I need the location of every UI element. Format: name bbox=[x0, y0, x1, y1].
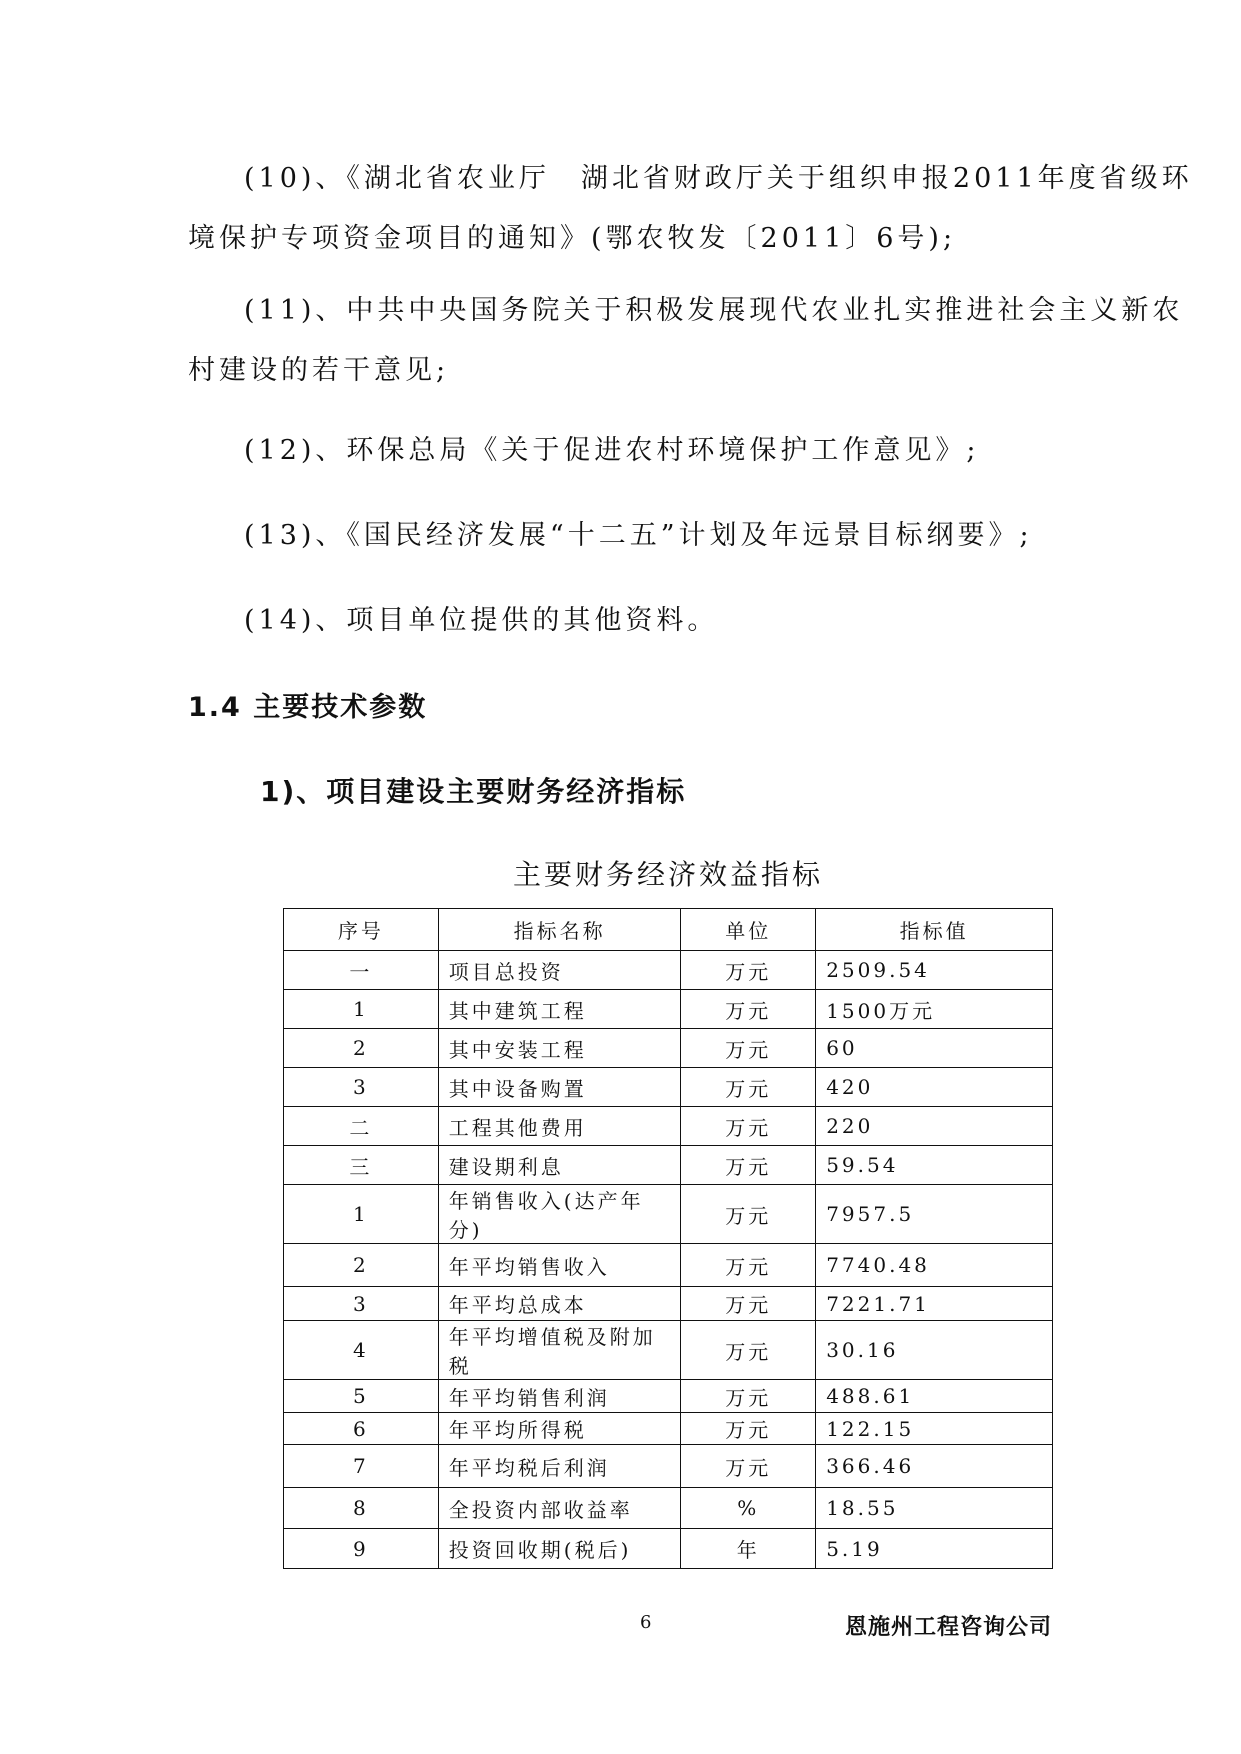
reference-item-12-line1: (12)、环保总局《关于促进农村环境保护工作意见》; bbox=[244, 435, 980, 466]
cell-indicator-name: 工程其他费用 bbox=[438, 1107, 681, 1146]
cell-indicator-name: 年销售收入(达产年分) bbox=[438, 1185, 681, 1244]
table-row bbox=[284, 1413, 1053, 1445]
reference-item-10-line2: 境保护专项资金项目的通知》(鄂农牧发〔2011〕6号); bbox=[188, 223, 957, 254]
reference-item-11-line2: 村建设的若干意见; bbox=[188, 355, 450, 386]
header-indicator-name: 指标名称 bbox=[438, 909, 681, 951]
header-indicator-value: 指标值 bbox=[816, 909, 1053, 951]
company-name: 恩施州工程咨询公司 bbox=[845, 1615, 1053, 1640]
cell-serial: 一 bbox=[284, 951, 439, 990]
table-row bbox=[284, 1244, 1053, 1287]
cell-indicator-value: 60 bbox=[816, 1029, 1053, 1068]
table-row bbox=[284, 1068, 1053, 1107]
table-header-row bbox=[284, 909, 1053, 951]
reference-item-14 bbox=[188, 600, 1118, 642]
cell-unit: 万元 bbox=[681, 1445, 816, 1488]
cell-unit: 万元 bbox=[681, 1068, 816, 1107]
cell-serial: 2 bbox=[284, 1029, 439, 1068]
cell-serial: 5 bbox=[284, 1380, 439, 1413]
cell-serial: 1 bbox=[284, 990, 439, 1029]
cell-indicator-value: 5.19 bbox=[816, 1529, 1053, 1569]
table-row bbox=[284, 1529, 1053, 1569]
table-row bbox=[284, 951, 1053, 990]
cell-indicator-value: 2509.54 bbox=[816, 951, 1053, 990]
cell-unit: 万元 bbox=[681, 1413, 816, 1445]
table-row bbox=[284, 990, 1053, 1029]
table-row bbox=[284, 1380, 1053, 1413]
cell-indicator-name: 项目总投资 bbox=[438, 951, 681, 990]
cell-indicator-value: 59.54 bbox=[816, 1146, 1053, 1185]
cell-unit: 万元 bbox=[681, 1244, 816, 1287]
cell-serial: 4 bbox=[284, 1321, 439, 1380]
header-unit: 单位 bbox=[681, 909, 816, 951]
reference-item-11 bbox=[188, 290, 1184, 392]
cell-indicator-name: 建设期利息 bbox=[438, 1146, 681, 1185]
cell-serial: 1 bbox=[284, 1185, 439, 1244]
cell-indicator-value: 122.15 bbox=[816, 1413, 1053, 1445]
cell-indicator-name: 其中建筑工程 bbox=[438, 990, 681, 1029]
table-row bbox=[284, 1321, 1053, 1380]
cell-indicator-value: 1500万元 bbox=[816, 990, 1053, 1029]
table-row bbox=[284, 1287, 1053, 1321]
cell-serial: 8 bbox=[284, 1488, 439, 1529]
cell-indicator-value: 366.46 bbox=[816, 1445, 1053, 1488]
financial-indicators-table bbox=[283, 908, 1053, 1569]
cell-serial: 7 bbox=[284, 1445, 439, 1488]
cell-unit: 万元 bbox=[681, 1146, 816, 1185]
cell-unit: 年 bbox=[681, 1529, 816, 1569]
cell-indicator-value: 7740.48 bbox=[816, 1244, 1053, 1287]
cell-unit: % bbox=[681, 1488, 816, 1529]
cell-indicator-value: 18.55 bbox=[816, 1488, 1053, 1529]
cell-indicator-name: 投资回收期(税后) bbox=[438, 1529, 681, 1569]
cell-unit: 万元 bbox=[681, 1321, 816, 1380]
cell-indicator-name: 其中安装工程 bbox=[438, 1029, 681, 1068]
header-serial: 序号 bbox=[284, 909, 439, 951]
cell-indicator-name: 年平均税后利润 bbox=[438, 1445, 681, 1488]
table-caption: 主要财务经济效益指标 bbox=[512, 858, 823, 891]
table-row bbox=[284, 1445, 1053, 1488]
cell-indicator-name: 年平均销售利润 bbox=[438, 1380, 681, 1413]
table-row bbox=[284, 1107, 1053, 1146]
cell-unit: 万元 bbox=[681, 951, 816, 990]
cell-indicator-value: 488.61 bbox=[816, 1380, 1053, 1413]
cell-unit: 万元 bbox=[681, 1029, 816, 1068]
cell-indicator-name: 年平均增值税及附加税 bbox=[438, 1321, 681, 1380]
cell-unit: 万元 bbox=[681, 1287, 816, 1321]
cell-indicator-value: 7221.71 bbox=[816, 1287, 1053, 1321]
cell-indicator-name: 全投资内部收益率 bbox=[438, 1488, 681, 1529]
cell-indicator-value: 220 bbox=[816, 1107, 1053, 1146]
cell-serial: 2 bbox=[284, 1244, 439, 1287]
table-row bbox=[284, 1146, 1053, 1185]
cell-unit: 万元 bbox=[681, 1107, 816, 1146]
table-row bbox=[284, 1185, 1053, 1244]
cell-indicator-name: 年平均销售收入 bbox=[438, 1244, 681, 1287]
cell-serial: 二 bbox=[284, 1107, 439, 1146]
cell-indicator-name: 年平均总成本 bbox=[438, 1287, 681, 1321]
page-number: 6 bbox=[640, 1612, 652, 1633]
subsection-heading: 1)、项目建设主要财务经济指标 bbox=[260, 775, 687, 808]
reference-item-14-line1: (14)、项目单位提供的其他资料。 bbox=[244, 605, 719, 636]
cell-serial: 6 bbox=[284, 1413, 439, 1445]
table-row bbox=[284, 1488, 1053, 1529]
cell-indicator-value: 420 bbox=[816, 1068, 1053, 1107]
reference-item-10-line1: (10)、《湖北省农业厅 湖北省财政厅关于组织申报2011年度省级环 bbox=[244, 163, 1193, 194]
section-heading: 1.4 主要技术参数 bbox=[188, 692, 428, 723]
cell-indicator-value: 30.16 bbox=[816, 1321, 1053, 1380]
cell-indicator-value: 7957.5 bbox=[816, 1185, 1053, 1244]
cell-unit: 万元 bbox=[681, 1185, 816, 1244]
cell-unit: 万元 bbox=[681, 1380, 816, 1413]
cell-unit: 万元 bbox=[681, 990, 816, 1029]
cell-indicator-name: 年平均所得税 bbox=[438, 1413, 681, 1445]
cell-serial: 9 bbox=[284, 1529, 439, 1569]
reference-item-13-line1: (13)、《国民经济发展“十二五”计划及年远景目标纲要》; bbox=[244, 520, 1033, 551]
reference-item-12 bbox=[188, 430, 1118, 472]
cell-indicator-name: 其中设备购置 bbox=[438, 1068, 681, 1107]
reference-item-13 bbox=[188, 515, 1118, 557]
reference-item-11-line1: (11)、中共中央国务院关于积极发展现代农业扎实推进社会主义新农 bbox=[244, 295, 1184, 326]
reference-item-10 bbox=[188, 158, 1193, 260]
cell-serial: 3 bbox=[284, 1068, 439, 1107]
table-row bbox=[284, 1029, 1053, 1068]
cell-serial: 3 bbox=[284, 1287, 439, 1321]
cell-serial: 三 bbox=[284, 1146, 439, 1185]
